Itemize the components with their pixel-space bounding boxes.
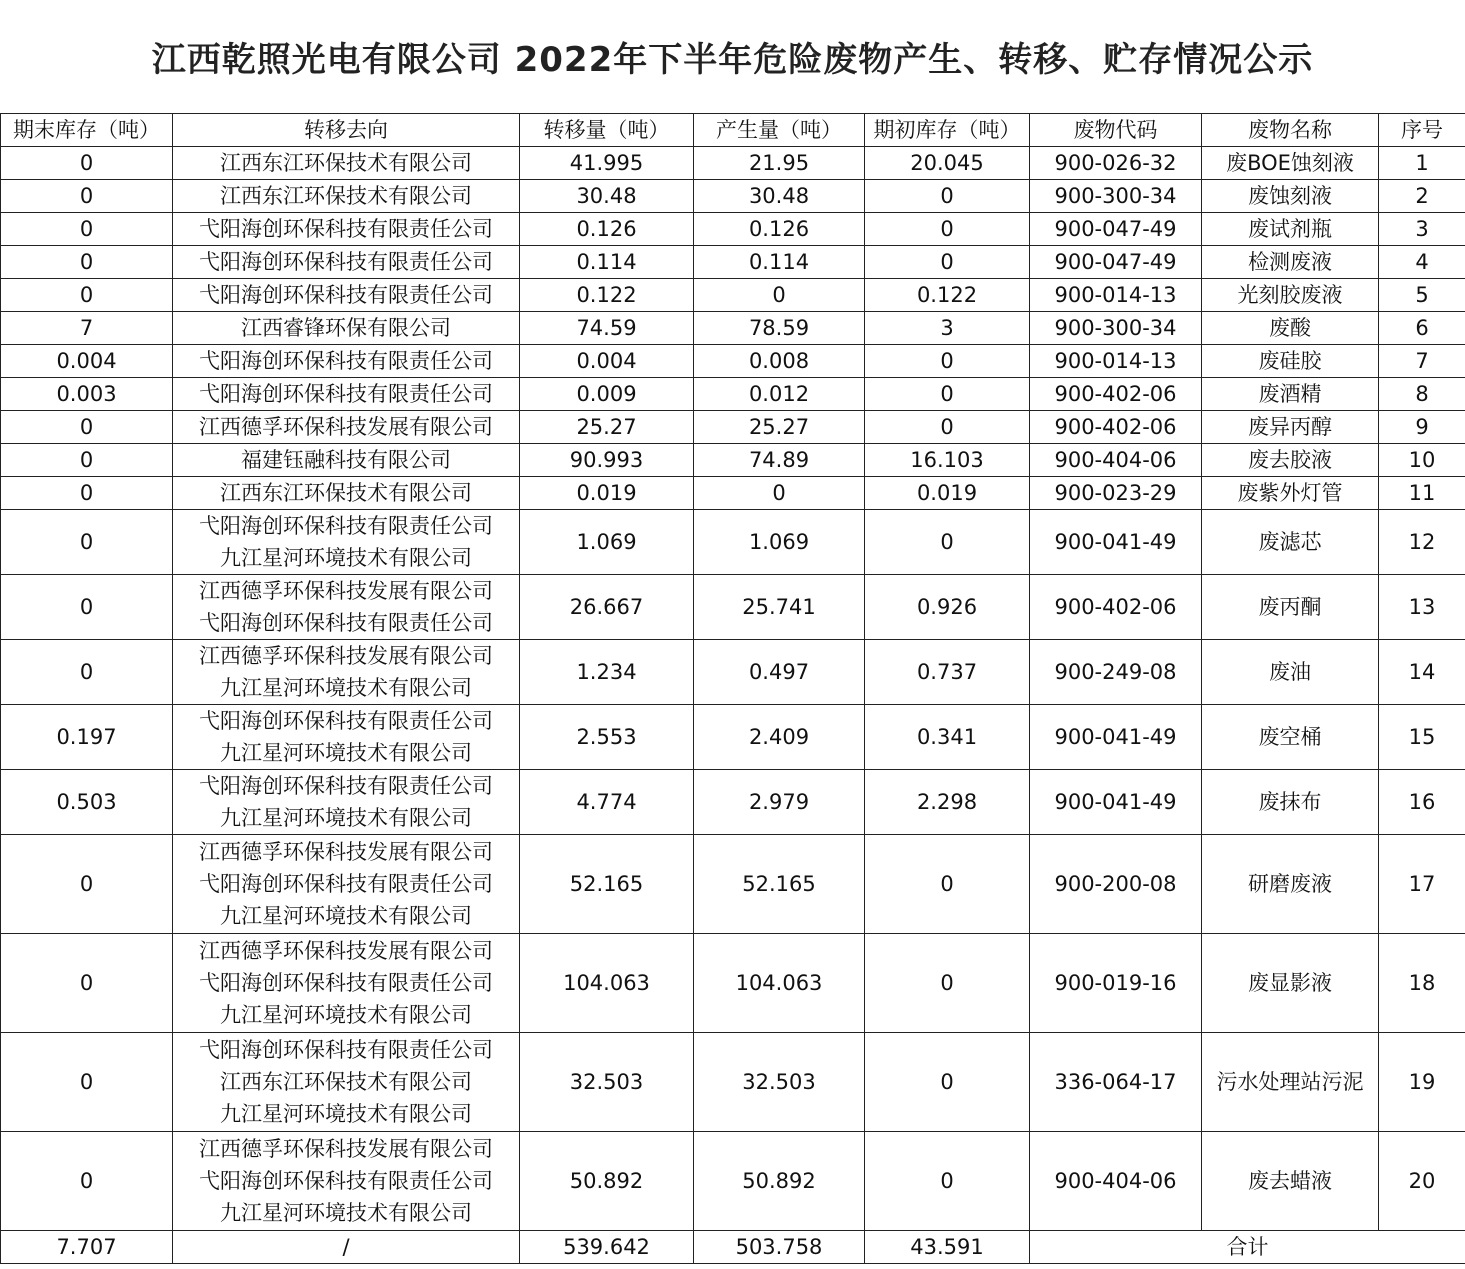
cell-waste-code: 900-404-06: [1030, 1132, 1202, 1231]
cell-transferred: 1.069: [520, 510, 694, 575]
cell-waste-name: 废丙酮: [1202, 575, 1379, 640]
cell-closing-stock: 0: [1, 444, 173, 477]
cell-produced: 2.409: [694, 705, 865, 770]
cell-transferred: 0.004: [520, 345, 694, 378]
cell-closing-stock: 0: [1, 1033, 173, 1132]
total-label: 合计: [1030, 1231, 1465, 1264]
col-header-produced: 产生量（吨）: [694, 114, 865, 147]
cell-waste-name: 废油: [1202, 640, 1379, 705]
table-row: [1, 705, 1465, 770]
cell-waste-name: 废硅胶: [1202, 345, 1379, 378]
cell-destination: [173, 213, 520, 246]
cell-opening-stock: 0.926: [865, 575, 1030, 640]
cell-waste-name: 检测废液: [1202, 246, 1379, 279]
destination-company: 江西德孚环保科技发展有限公司: [199, 579, 493, 603]
cell-waste-code: 900-014-13: [1030, 345, 1202, 378]
cell-destination: [173, 510, 520, 575]
cell-seq: 19: [1379, 1033, 1465, 1132]
cell-closing-stock: 0: [1, 147, 173, 180]
cell-destination: [173, 1132, 520, 1231]
cell-closing-stock: 0: [1, 246, 173, 279]
cell-seq: 2: [1379, 180, 1465, 213]
cell-transferred: 2.553: [520, 705, 694, 770]
cell-destination: [173, 575, 520, 640]
destination-company: 弋阳海创环保科技有限责任公司: [199, 709, 493, 733]
cell-waste-name: 废蚀刻液: [1202, 180, 1379, 213]
table-row: [1, 378, 1465, 411]
cell-seq: 10: [1379, 444, 1465, 477]
cell-transferred: 104.063: [520, 934, 694, 1033]
cell-seq: 17: [1379, 835, 1465, 934]
cell-destination: [173, 477, 520, 510]
title-bar: [0, 0, 1465, 114]
cell-waste-name: 废去胶液: [1202, 444, 1379, 477]
cell-produced: 30.48: [694, 180, 865, 213]
cell-produced: 0.126: [694, 213, 865, 246]
cell-destination: [173, 444, 520, 477]
cell-seq: 16: [1379, 770, 1465, 835]
cell-seq: 9: [1379, 411, 1465, 444]
destination-company: 九江星河环境技术有限公司: [220, 741, 472, 765]
cell-produced: 21.95: [694, 147, 865, 180]
destination-company: 九江星河环境技术有限公司: [220, 1102, 472, 1126]
cell-seq: 3: [1379, 213, 1465, 246]
cell-seq: 18: [1379, 934, 1465, 1033]
cell-transferred: 0.009: [520, 378, 694, 411]
destination-company: 九江星河环境技术有限公司: [220, 1003, 472, 1027]
cell-closing-stock: 0.197: [1, 705, 173, 770]
cell-closing-stock: 0: [1, 180, 173, 213]
cell-transferred: 30.48: [520, 180, 694, 213]
cell-waste-name: 污水处理站污泥: [1202, 1033, 1379, 1132]
cell-destination: [173, 640, 520, 705]
cell-destination: [173, 411, 520, 444]
cell-destination: [173, 345, 520, 378]
cell-opening-stock: 0.341: [865, 705, 1030, 770]
col-header-seq: 序号: [1379, 114, 1465, 147]
cell-opening-stock: 20.045: [865, 147, 1030, 180]
table-row: [1, 770, 1465, 835]
col-header-destination: 转移去向: [173, 114, 520, 147]
table-row: [1, 1033, 1465, 1132]
cell-opening-stock: 0: [865, 411, 1030, 444]
table-row: [1, 444, 1465, 477]
table-row: [1, 246, 1465, 279]
cell-destination: [173, 378, 520, 411]
cell-waste-code: 900-014-13: [1030, 279, 1202, 312]
cell-waste-name: 废显影液: [1202, 934, 1379, 1033]
cell-seq: 13: [1379, 575, 1465, 640]
table-row: [1, 312, 1465, 345]
cell-seq: 7: [1379, 345, 1465, 378]
cell-destination: [173, 705, 520, 770]
col-header-transferred: 转移量（吨）: [520, 114, 694, 147]
destination-company: 江西东江环保技术有限公司: [220, 184, 472, 208]
cell-transferred: 41.995: [520, 147, 694, 180]
cell-waste-code: 900-041-49: [1030, 705, 1202, 770]
destination-company: 九江星河环境技术有限公司: [220, 904, 472, 928]
cell-waste-code: 900-041-49: [1030, 510, 1202, 575]
table-row: [1, 213, 1465, 246]
destination-company: 弋阳海创环保科技有限责任公司: [199, 382, 493, 406]
cell-waste-code: 900-402-06: [1030, 411, 1202, 444]
cell-waste-name: 废酸: [1202, 312, 1379, 345]
destination-company: 弋阳海创环保科技有限责任公司: [199, 1038, 493, 1062]
cell-produced: 0.497: [694, 640, 865, 705]
col-header-closing-stock: 期末库存（吨）: [1, 114, 173, 147]
cell-destination: [173, 770, 520, 835]
cell-destination: [173, 1033, 520, 1132]
cell-closing-stock: 7: [1, 312, 173, 345]
cell-produced: 78.59: [694, 312, 865, 345]
cell-opening-stock: 16.103: [865, 444, 1030, 477]
destination-company: 弋阳海创环保科技有限责任公司: [199, 349, 493, 373]
cell-waste-name: 研磨废液: [1202, 835, 1379, 934]
cell-seq: 8: [1379, 378, 1465, 411]
cell-opening-stock: 0: [865, 246, 1030, 279]
destination-company: 九江星河环境技术有限公司: [220, 676, 472, 700]
cell-opening-stock: 0.122: [865, 279, 1030, 312]
cell-closing-stock: 0.003: [1, 378, 173, 411]
cell-seq: 1: [1379, 147, 1465, 180]
cell-produced: 0.008: [694, 345, 865, 378]
cell-waste-name: 废去蜡液: [1202, 1132, 1379, 1231]
cell-opening-stock: 2.298: [865, 770, 1030, 835]
cell-transferred: 0.019: [520, 477, 694, 510]
cell-seq: 14: [1379, 640, 1465, 705]
table-row: [1, 180, 1465, 213]
cell-closing-stock: 0: [1, 575, 173, 640]
cell-seq: 15: [1379, 705, 1465, 770]
cell-transferred: 0.114: [520, 246, 694, 279]
cell-produced: 1.069: [694, 510, 865, 575]
cell-waste-code: 900-047-49: [1030, 246, 1202, 279]
cell-waste-name: 废酒精: [1202, 378, 1379, 411]
destination-company: 江西东江环保技术有限公司: [220, 151, 472, 175]
cell-waste-code: 900-404-06: [1030, 444, 1202, 477]
cell-waste-name: 废空桶: [1202, 705, 1379, 770]
cell-destination: [173, 180, 520, 213]
cell-closing-stock: 0: [1, 279, 173, 312]
cell-waste-name: 废异丙醇: [1202, 411, 1379, 444]
cell-opening-stock: 0: [865, 835, 1030, 934]
col-header-opening-stock: 期初库存（吨）: [865, 114, 1030, 147]
cell-produced: 25.741: [694, 575, 865, 640]
table-row: [1, 147, 1465, 180]
table-row: [1, 345, 1465, 378]
cell-opening-stock: 0.737: [865, 640, 1030, 705]
cell-transferred: 90.993: [520, 444, 694, 477]
cell-closing-stock: 0: [1, 213, 173, 246]
total-closing: 7.707: [1, 1231, 173, 1264]
cell-waste-code: 336-064-17: [1030, 1033, 1202, 1132]
cell-destination: [173, 279, 520, 312]
cell-produced: 25.27: [694, 411, 865, 444]
cell-waste-name: 废试剂瓶: [1202, 213, 1379, 246]
cell-waste-code: 900-300-34: [1030, 180, 1202, 213]
cell-closing-stock: 0: [1, 477, 173, 510]
total-opening: 43.591: [865, 1231, 1030, 1264]
destination-company: 弋阳海创环保科技有限责任公司: [199, 872, 493, 896]
cell-transferred: 4.774: [520, 770, 694, 835]
table-row: [1, 1132, 1465, 1231]
destination-company: 江西德孚环保科技发展有限公司: [199, 415, 493, 439]
cell-closing-stock: 0: [1, 835, 173, 934]
total-produced: 503.758: [694, 1231, 865, 1264]
cell-produced: 0: [694, 279, 865, 312]
cell-produced: 74.89: [694, 444, 865, 477]
cell-waste-code: 900-402-06: [1030, 575, 1202, 640]
destination-company: 九江星河环境技术有限公司: [220, 1201, 472, 1225]
cell-waste-code: 900-402-06: [1030, 378, 1202, 411]
table-row: [1, 640, 1465, 705]
cell-seq: 20: [1379, 1132, 1465, 1231]
cell-waste-name: 废BOE蚀刻液: [1202, 147, 1379, 180]
destination-company: 江西东江环保技术有限公司: [220, 481, 472, 505]
destination-company: 弋阳海创环保科技有限责任公司: [199, 250, 493, 274]
cell-waste-code: 900-300-34: [1030, 312, 1202, 345]
cell-transferred: 50.892: [520, 1132, 694, 1231]
table-row: [1, 279, 1465, 312]
cell-opening-stock: 0.019: [865, 477, 1030, 510]
cell-waste-name: 光刻胶废液: [1202, 279, 1379, 312]
cell-waste-name: 废滤芯: [1202, 510, 1379, 575]
cell-waste-name: 废抹布: [1202, 770, 1379, 835]
table-row: [1, 477, 1465, 510]
cell-transferred: 26.667: [520, 575, 694, 640]
cell-seq: 4: [1379, 246, 1465, 279]
col-header-waste-code: 废物代码: [1030, 114, 1202, 147]
cell-destination: [173, 147, 520, 180]
destination-company: 九江星河环境技术有限公司: [220, 546, 472, 570]
destination-company: 弋阳海创环保科技有限责任公司: [199, 217, 493, 241]
cell-destination: [173, 934, 520, 1033]
cell-closing-stock: 0: [1, 934, 173, 1033]
total-row: [1, 1231, 1465, 1264]
cell-opening-stock: 0: [865, 934, 1030, 1033]
cell-waste-code: 900-047-49: [1030, 213, 1202, 246]
cell-transferred: 74.59: [520, 312, 694, 345]
destination-company: 江西德孚环保科技发展有限公司: [199, 840, 493, 864]
cell-seq: 6: [1379, 312, 1465, 345]
cell-waste-code: 900-026-32: [1030, 147, 1202, 180]
cell-transferred: 25.27: [520, 411, 694, 444]
table-row: [1, 575, 1465, 640]
cell-closing-stock: 0.004: [1, 345, 173, 378]
cell-opening-stock: 0: [865, 180, 1030, 213]
cell-opening-stock: 0: [865, 213, 1030, 246]
destination-company: 福建钰融科技有限公司: [241, 448, 451, 472]
cell-waste-code: 900-023-29: [1030, 477, 1202, 510]
table-row: [1, 510, 1465, 575]
destination-company: 江西德孚环保科技发展有限公司: [199, 939, 493, 963]
cell-produced: 104.063: [694, 934, 865, 1033]
cell-transferred: 1.234: [520, 640, 694, 705]
cell-produced: 2.979: [694, 770, 865, 835]
cell-opening-stock: 0: [865, 378, 1030, 411]
table-row: [1, 411, 1465, 444]
cell-transferred: 32.503: [520, 1033, 694, 1132]
destination-company: 江西德孚环保科技发展有限公司: [199, 644, 493, 668]
table-body: [1, 147, 1465, 1231]
cell-produced: 0.114: [694, 246, 865, 279]
cell-waste-code: 900-249-08: [1030, 640, 1202, 705]
cell-transferred: 0.122: [520, 279, 694, 312]
cell-waste-code: 900-200-08: [1030, 835, 1202, 934]
destination-company: 弋阳海创环保科技有限责任公司: [199, 774, 493, 798]
cell-opening-stock: 0: [865, 345, 1030, 378]
cell-closing-stock: 0: [1, 411, 173, 444]
cell-transferred: 0.126: [520, 213, 694, 246]
destination-company: 江西睿锋环保有限公司: [241, 316, 451, 340]
destination-company: 江西东江环保技术有限公司: [220, 1070, 472, 1094]
destination-company: 弋阳海创环保科技有限责任公司: [199, 971, 493, 995]
cell-produced: 52.165: [694, 835, 865, 934]
cell-transferred: 52.165: [520, 835, 694, 934]
cell-waste-code: 900-019-16: [1030, 934, 1202, 1033]
col-header-waste-name: 废物名称: [1202, 114, 1379, 147]
destination-company: 江西德孚环保科技发展有限公司: [199, 1137, 493, 1161]
cell-opening-stock: 0: [865, 510, 1030, 575]
cell-produced: 0.012: [694, 378, 865, 411]
destination-company: 弋阳海创环保科技有限责任公司: [199, 611, 493, 635]
destination-company: 弋阳海创环保科技有限责任公司: [199, 514, 493, 538]
cell-opening-stock: 3: [865, 312, 1030, 345]
destination-company: 九江星河环境技术有限公司: [220, 806, 472, 830]
cell-produced: 50.892: [694, 1132, 865, 1231]
cell-opening-stock: 0: [865, 1033, 1030, 1132]
cell-seq: 5: [1379, 279, 1465, 312]
cell-waste-code: 900-041-49: [1030, 770, 1202, 835]
cell-seq: 12: [1379, 510, 1465, 575]
cell-closing-stock: 0: [1, 510, 173, 575]
cell-destination: [173, 246, 520, 279]
total-transferred: 539.642: [520, 1231, 694, 1264]
cell-produced: 32.503: [694, 1033, 865, 1132]
table-row: [1, 934, 1465, 1033]
cell-waste-name: 废紫外灯管: [1202, 477, 1379, 510]
page-title: 江西乾照光电有限公司 2022年下半年危险废物产生、转移、贮存情况公示: [151, 40, 1314, 80]
cell-destination: [173, 835, 520, 934]
cell-closing-stock: 0.503: [1, 770, 173, 835]
cell-produced: 0: [694, 477, 865, 510]
cell-seq: 11: [1379, 477, 1465, 510]
total-destination: /: [173, 1231, 520, 1264]
cell-closing-stock: 0: [1, 1132, 173, 1231]
cell-closing-stock: 0: [1, 640, 173, 705]
cell-opening-stock: 0: [865, 1132, 1030, 1231]
destination-company: 弋阳海创环保科技有限责任公司: [199, 283, 493, 307]
hazardous-waste-table: [0, 113, 1465, 1264]
destination-company: 弋阳海创环保科技有限责任公司: [199, 1169, 493, 1193]
cell-destination: [173, 312, 520, 345]
table-row: [1, 835, 1465, 934]
header-row: [1, 114, 1465, 147]
